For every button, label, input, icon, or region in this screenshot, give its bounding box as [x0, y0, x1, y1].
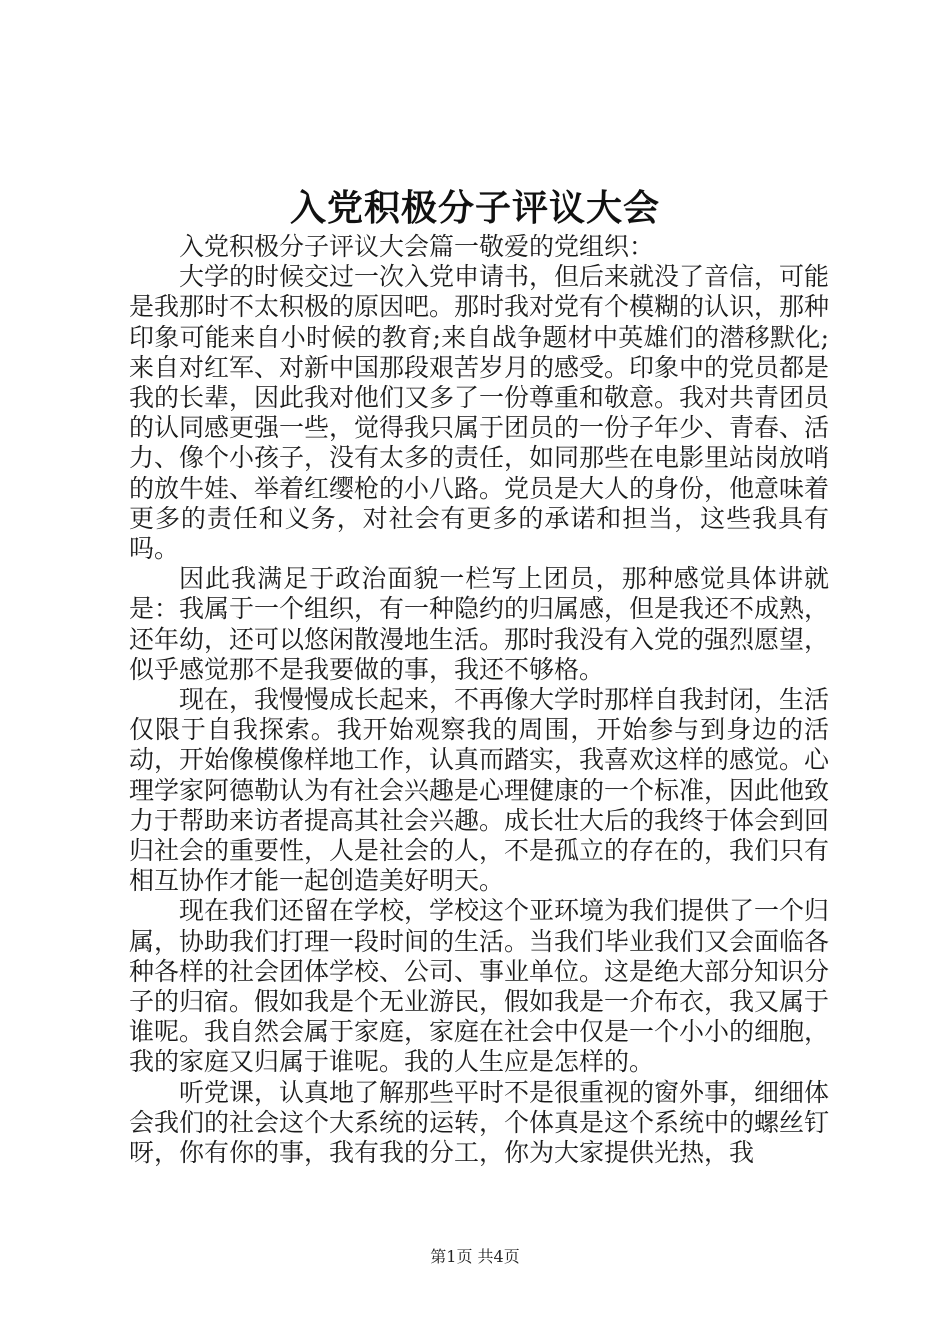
paragraph-salutation: 入党积极分子评议大会篇一敬爱的党组织：: [179, 232, 655, 261]
document-title: 入党积极分子评议大会: [289, 187, 660, 229]
paragraph-5: 听党课，认真地了解那些平时不是很重视的窗外事，细细体会我们的社会这个大系统的运转，个体真是这个系统中的螺丝钉呀，你有你的事，我有我的分工，你为大家提供光热，我: [129, 1077, 830, 1168]
paragraph-2: 因此我满足于政治面貌一栏写上团员，那种感觉具体讲就是：我属于一个组织，有一种隐约的归属感，但是我还不成熟，还年幼，还可以悠闲散漫地生活。那时我没有入党的强烈愿望，似乎感觉那不是我要做的事，我还不够格。: [129, 564, 830, 684]
page-footer: 第1页 共4页: [430, 1247, 520, 1266]
document-body: [129, 232, 829, 1168]
paragraph-4: 现在我们还留在学校，学校这个亚环境为我们提供了一个归属，协助我们打理一段时间的生活。当我们毕业我们又会面临各种各样的社会团体学校、公司、事业单位。这是绝大部分知识分子的归宿。假如我是个无业游民，假如我是一介布衣，我又属于谁呢。我自然会属于家庭，家庭在社会中仅是一个小小的细胞，我的家庭又归属于谁呢。我的人生应是怎样的。: [129, 896, 830, 1077]
paragraph-3: 现在，我慢慢成长起来，不再像大学时那样自我封闭，生活仅限于自我探索。我开始观察我的周围，开始参与到身边的活动，开始像模像样地工作，认真而踏实，我喜欢这样的感觉。心理学家阿德勒认为有社会兴趣是心理健康的一个标准，因此他致力于帮助来访者提高其社会兴趣。成长壮大后的我终于体会到回归社会的重要性，人是社会的人，不是孤立的存在的，我们只有相互协作才能一起创造美好明天。: [129, 685, 830, 896]
paragraph-1: 大学的时候交过一次入党申请书，但后来就没了音信，可能是我那时不太积极的原因吧。那时我对党有个模糊的认识，那种印象可能来自小时候的教育;来自战争题材中英雄们的潜移默化;来自对红军、对新中国那段艰苦岁月的感受。印象中的党员都是我的长辈，因此我对他们又多了一份尊重和敬意。我对共青团员的认同感更强一些，觉得我只属于团员的一份子年少、青春、活力、像个小孩子，没有太多的责任，如同那些在电影里站岗放哨的放牛娃、举着红缨枪的小八路。党员是大人的身份，他意味着更多的责任和义务，对社会有更多的承诺和担当，这些我具有吗。: [129, 262, 830, 564]
